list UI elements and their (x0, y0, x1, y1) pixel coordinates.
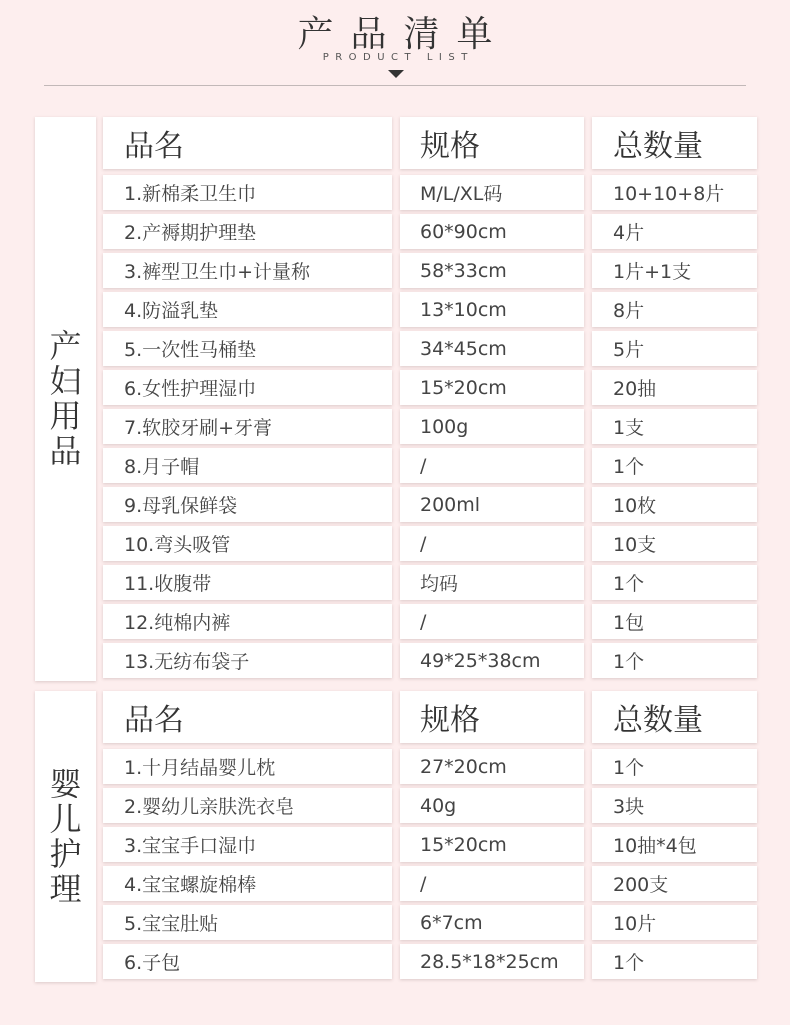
table-row (0, 526, 790, 561)
cell-quantity: 1个 (592, 643, 757, 678)
cell-quantity: 5片 (592, 331, 757, 366)
cell-spec: 200ml (400, 487, 584, 522)
page-subtitle: PRODUCT LIST (322, 52, 474, 63)
cell-product-name: 2.婴幼儿亲肤洗衣皂 (103, 788, 392, 823)
table-row (0, 214, 790, 249)
cell-quantity: 3块 (592, 788, 757, 823)
cell-quantity: 20抽 (592, 370, 757, 405)
cell-product-name: 3.裤型卫生巾+计量称 (103, 253, 392, 288)
cell-quantity: 200支 (592, 866, 757, 901)
table-row (0, 448, 790, 483)
table-row (0, 827, 790, 862)
table-row (0, 565, 790, 600)
section-label-text: 婴儿护理 (49, 764, 82, 908)
column-header-product-name: 品名 (103, 117, 392, 169)
cell-spec: 均码 (400, 565, 584, 600)
cell-product-name: 6.子包 (103, 944, 392, 979)
table-row (0, 749, 790, 784)
cell-spec: 13*10cm (400, 292, 584, 327)
cell-product-name: 1.十月结晶婴儿枕 (103, 749, 392, 784)
section-label-text: 产妇用品 (49, 327, 82, 470)
cell-product-name: 3.宝宝手口湿巾 (103, 827, 392, 862)
cell-product-name: 4.防溢乳垫 (103, 292, 392, 327)
page-title: 产品清单 (297, 14, 510, 55)
table-row (0, 604, 790, 639)
cell-spec: 15*20cm (400, 827, 584, 862)
cell-spec: M/L/XL码 (400, 175, 584, 210)
cell-spec: / (400, 526, 584, 561)
cell-product-name: 4.宝宝螺旋棉棒 (103, 866, 392, 901)
column-header-spec: 规格 (400, 691, 584, 743)
cell-product-name: 10.弯头吸管 (103, 526, 392, 561)
cell-spec: 58*33cm (400, 253, 584, 288)
cell-spec: 40g (400, 788, 584, 823)
cell-quantity: 1个 (592, 944, 757, 979)
cell-quantity: 1支 (592, 409, 757, 444)
cell-quantity: 1个 (592, 565, 757, 600)
cell-product-name: 13.无纺布袋子 (103, 643, 392, 678)
table-row (0, 409, 790, 444)
cell-quantity: 1个 (592, 749, 757, 784)
cell-product-name: 11.收腹带 (103, 565, 392, 600)
table-row (0, 866, 790, 901)
cell-quantity: 10抽*4包 (592, 827, 757, 862)
cell-quantity: 10枚 (592, 487, 757, 522)
table-row (0, 292, 790, 327)
cell-spec: / (400, 866, 584, 901)
cell-product-name: 8.月子帽 (103, 448, 392, 483)
cell-quantity: 10支 (592, 526, 757, 561)
cell-quantity: 1片+1支 (592, 253, 757, 288)
cell-spec: 34*45cm (400, 331, 584, 366)
cell-spec: 100g (400, 409, 584, 444)
table-row (0, 331, 790, 366)
table-row (0, 643, 790, 678)
cell-quantity: 1包 (592, 604, 757, 639)
table-row (0, 788, 790, 823)
cell-product-name: 1.新棉柔卫生巾 (103, 175, 392, 210)
table-header-row (0, 691, 790, 743)
cell-quantity: 4片 (592, 214, 757, 249)
down-triangle-icon (388, 70, 404, 78)
cell-spec: 49*25*38cm (400, 643, 584, 678)
column-header-spec: 规格 (400, 117, 584, 169)
column-header-quantity: 总数量 (592, 691, 757, 743)
table-row (0, 944, 790, 979)
cell-spec: 60*90cm (400, 214, 584, 249)
cell-quantity: 8片 (592, 292, 757, 327)
cell-product-name: 6.女性护理湿巾 (103, 370, 392, 405)
table-row (0, 370, 790, 405)
cell-spec: 6*7cm (400, 905, 584, 940)
table-row (0, 253, 790, 288)
cell-quantity: 10片 (592, 905, 757, 940)
cell-spec: / (400, 604, 584, 639)
cell-product-name: 7.软胶牙刷+牙膏 (103, 409, 392, 444)
cell-quantity: 10+10+8片 (592, 175, 757, 210)
cell-quantity: 1个 (592, 448, 757, 483)
table-row (0, 905, 790, 940)
table-row (0, 487, 790, 522)
cell-spec: / (400, 448, 584, 483)
cell-spec: 27*20cm (400, 749, 584, 784)
table-row (0, 175, 790, 210)
cell-product-name: 5.一次性马桶垫 (103, 331, 392, 366)
column-header-quantity: 总数量 (592, 117, 757, 169)
cell-product-name: 9.母乳保鲜袋 (103, 487, 392, 522)
cell-product-name: 12.纯棉内裤 (103, 604, 392, 639)
cell-spec: 28.5*18*25cm (400, 944, 584, 979)
divider (44, 85, 746, 86)
cell-product-name: 2.产褥期护理垫 (103, 214, 392, 249)
table-header-row (0, 117, 790, 169)
cell-product-name: 5.宝宝肚贴 (103, 905, 392, 940)
cell-spec: 15*20cm (400, 370, 584, 405)
column-header-product-name: 品名 (103, 691, 392, 743)
